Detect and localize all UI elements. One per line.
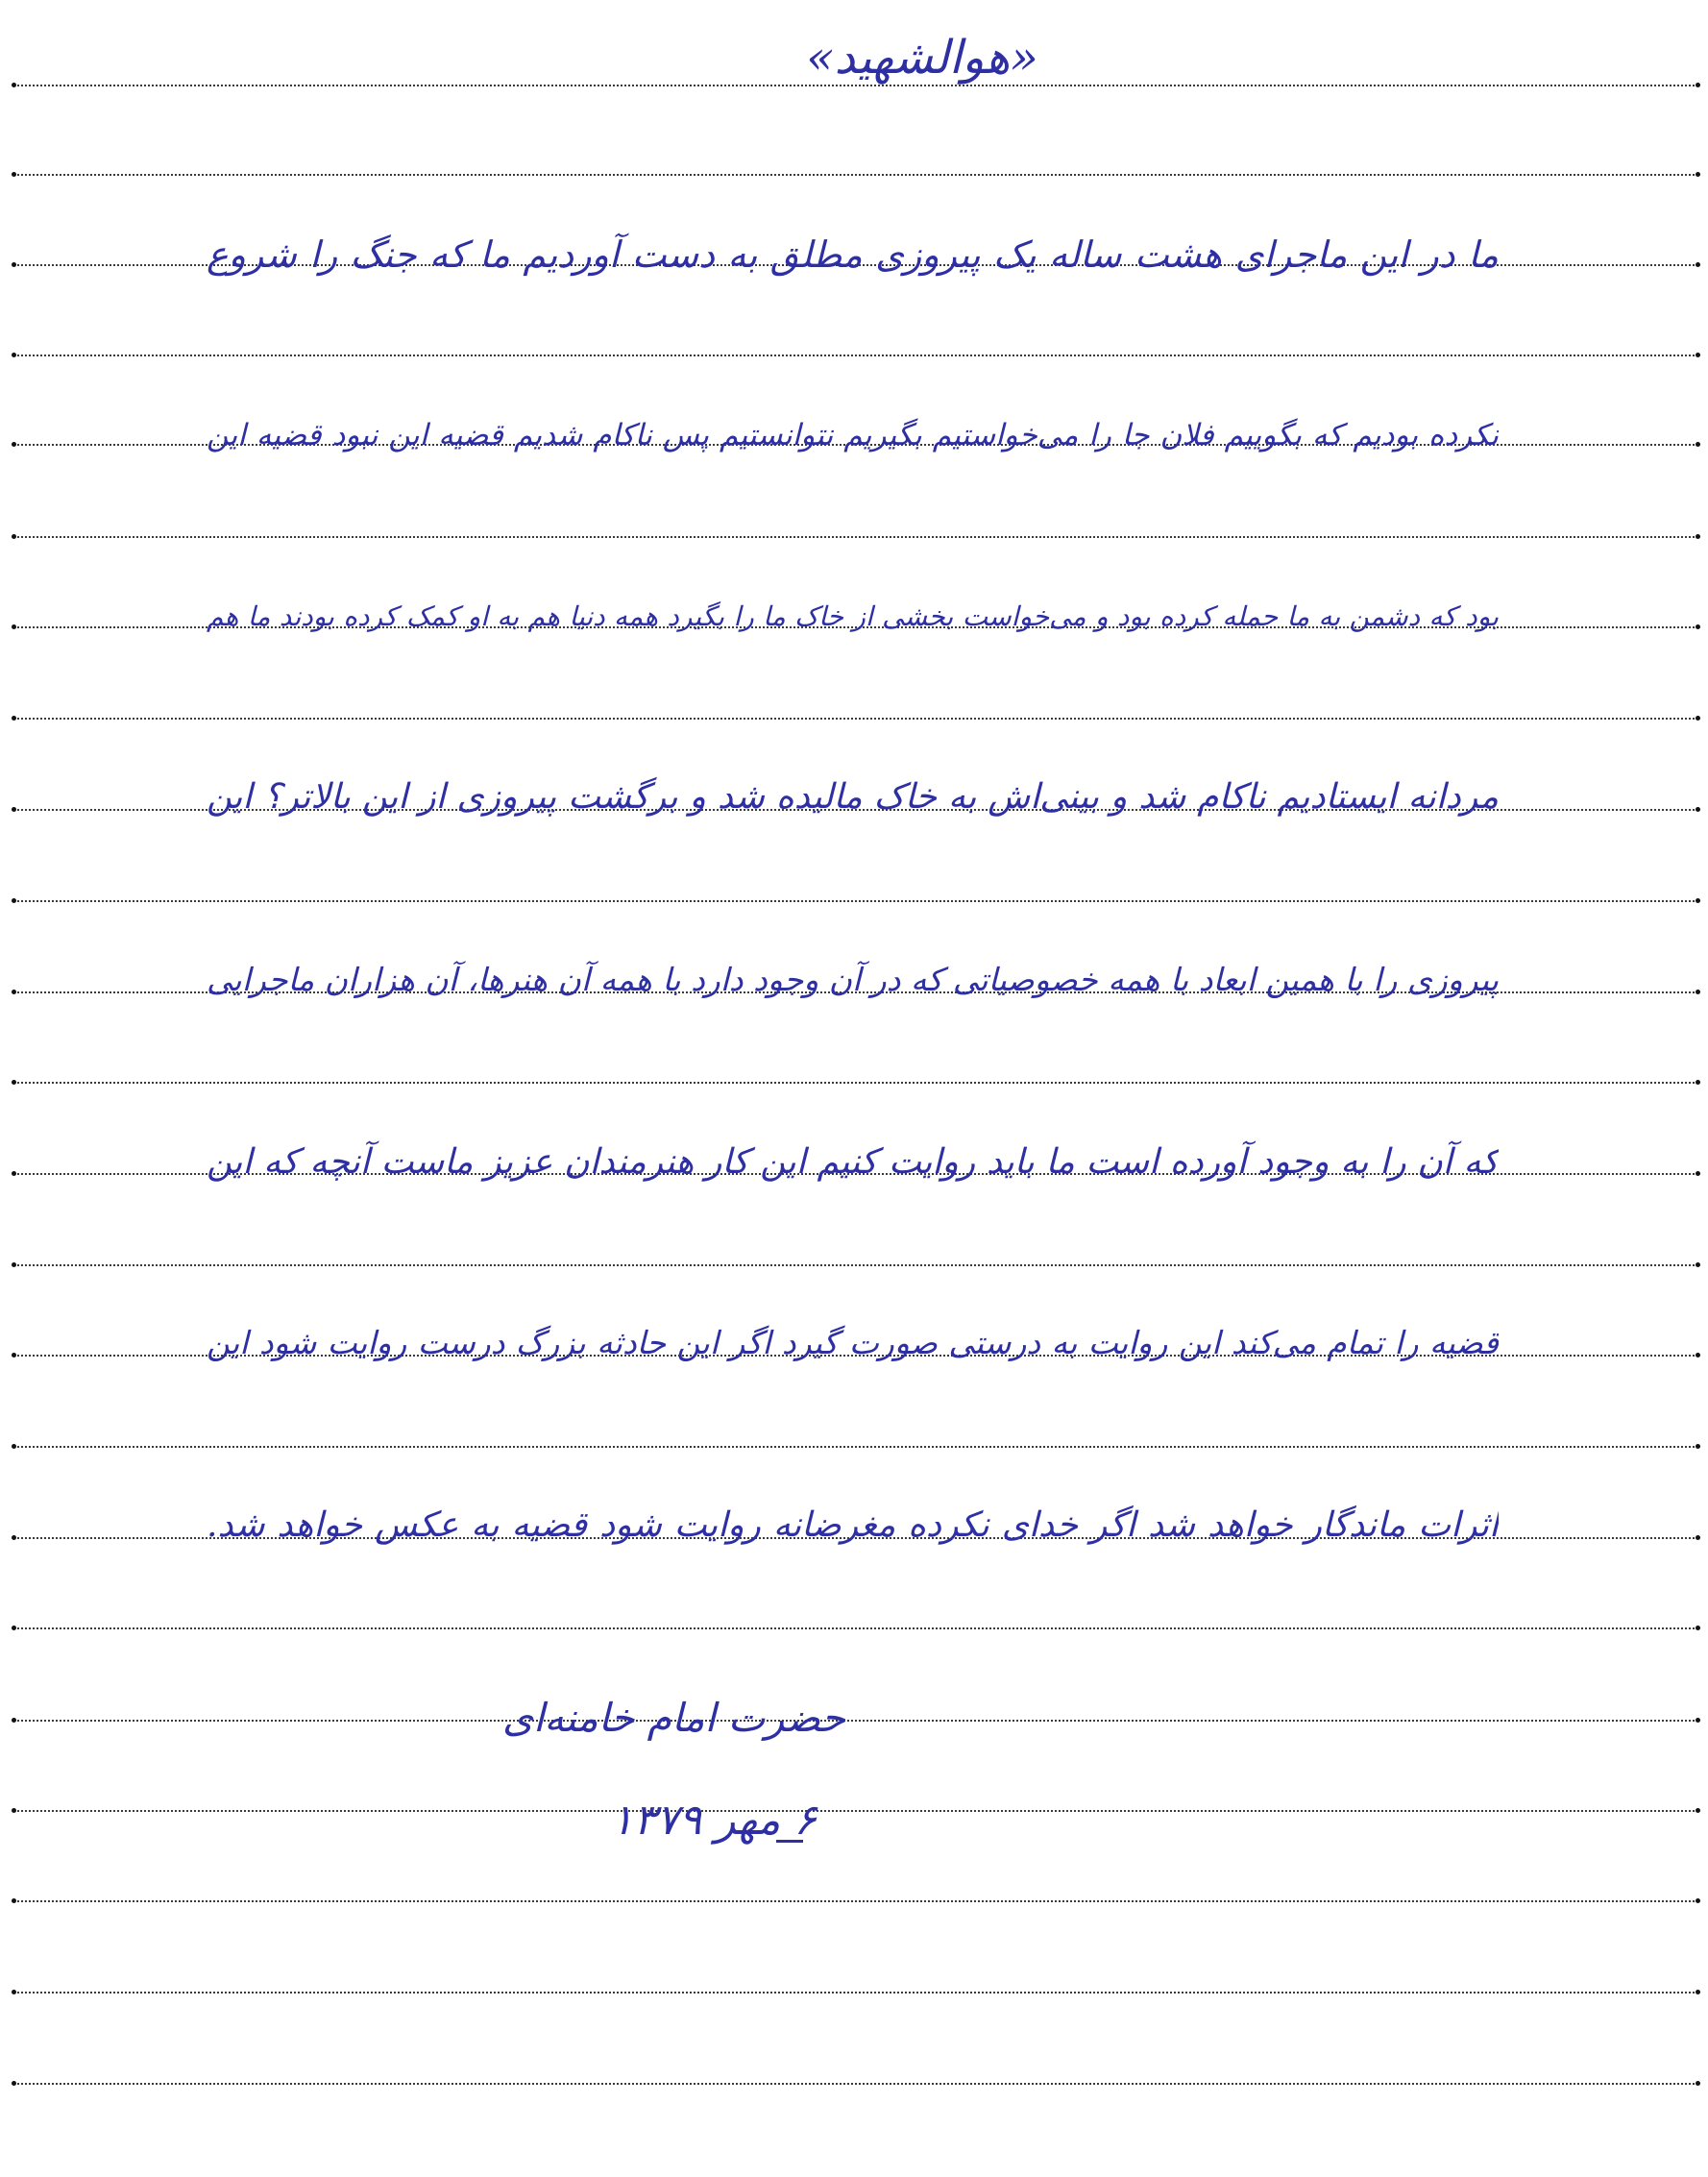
document-date: ۶ مهر ۱۳۷۹ bbox=[610, 1796, 817, 1845]
text-line: ما در این ماجرای هشت ساله یک پیروزی مطلق به دست آوردیم ما که جنگ را شروع bbox=[207, 233, 1499, 276]
text-line: مردانه ایستادیم ناکام شد و بینی‌اش به خاک مالیده شد و برگشت پیروزی از این بالاتر؟ این bbox=[207, 777, 1499, 817]
page-title: «هوالشهید» bbox=[806, 31, 1038, 85]
author-signature: حضرت امام خامنه‌ای bbox=[501, 1695, 845, 1741]
text-line: که آن را به وجود آورده است ما باید روایت کنیم این کار هنرمندان عزیز ماست آنچه که این bbox=[207, 1142, 1499, 1182]
ruled-line bbox=[13, 174, 1698, 176]
ruled-line bbox=[13, 1082, 1698, 1084]
ruled-line bbox=[13, 1264, 1698, 1266]
ruled-line bbox=[13, 355, 1698, 356]
text-line: قضیه را تمام می‌کند این روایت به درستی صورت گیرد اگر این حادثه بزرگ درست روایت شود این bbox=[207, 1324, 1499, 1361]
text-line: بود که دشمن به ما حمله کرده بود و می‌خواست بخشی از خاک ما را بگیرد همه دنیا هم به او کمک کرده بودند ما هم bbox=[207, 600, 1499, 632]
ruled-line bbox=[13, 1720, 1698, 1722]
ruled-line bbox=[13, 1992, 1698, 1994]
ruled-line bbox=[13, 536, 1698, 538]
ruled-line bbox=[13, 718, 1698, 720]
ruled-line bbox=[13, 2083, 1698, 2085]
ruled-line bbox=[13, 1900, 1698, 1902]
ruled-line bbox=[13, 1446, 1698, 1448]
date-underline bbox=[776, 1840, 803, 1843]
text-line: نکرده بودیم که بگوییم فلان جا را می‌خواستیم بگیریم نتوانستیم پس ناکام شدیم قضیه این نبود قضیه این bbox=[207, 418, 1499, 453]
ruled-line bbox=[13, 900, 1698, 902]
ruled-line bbox=[13, 1627, 1698, 1629]
text-line: اثرات ماندگار خواهد شد اگر خدای نکرده مغرضانه روایت شود قضیه به عکس خواهد شد. bbox=[207, 1505, 1499, 1545]
text-line: پیروزی را با همین ابعاد با همه خصوصیاتی که در آن وجود دارد با همه آن هنرها، آن هزاران ماجرایی bbox=[207, 961, 1499, 998]
ruled-line bbox=[13, 1810, 1698, 1812]
